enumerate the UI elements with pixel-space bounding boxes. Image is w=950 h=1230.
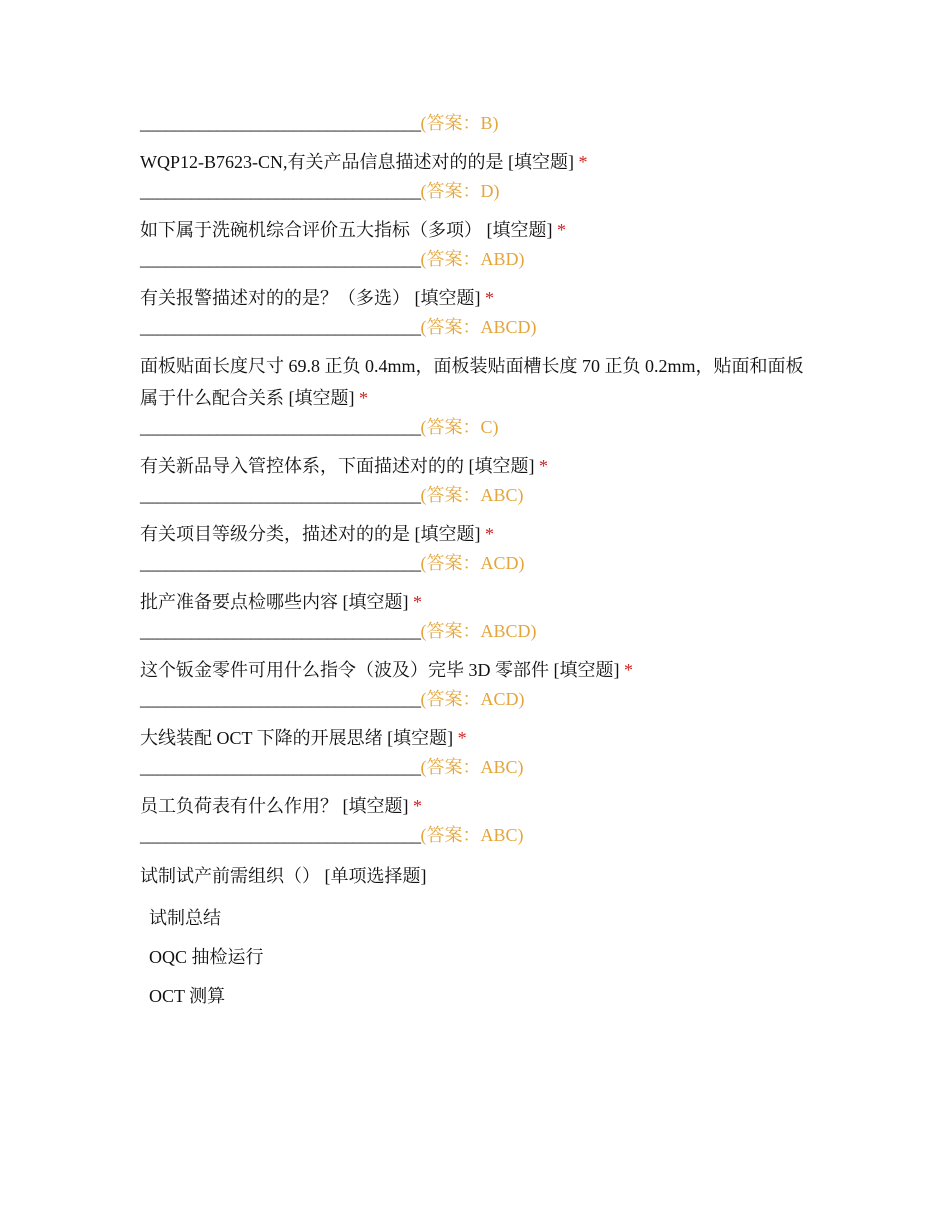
document-page xyxy=(140,110,820,1009)
question-text xyxy=(140,282,820,314)
question-label: 批产准备要点检哪些内容 [填空题] xyxy=(140,592,409,612)
question-label: 大线装配 OCT 下降的开展思绪 [填空题] xyxy=(140,728,454,748)
answer-line xyxy=(140,246,820,272)
answer-line xyxy=(140,110,820,136)
answer-line xyxy=(140,686,820,712)
answer-blank: _________________________________ xyxy=(140,485,421,505)
answer-text: (答案：ABC) xyxy=(420,825,524,845)
question-label: 有关报警描述对的的是？（多选） [填空题] xyxy=(140,288,481,308)
required-mark: * xyxy=(485,524,494,544)
answer-blank: _________________________________ xyxy=(140,249,421,269)
question-text xyxy=(140,146,820,178)
answer-line xyxy=(140,314,820,340)
question-text xyxy=(140,790,820,822)
required-mark: * xyxy=(413,796,422,816)
question-label: 员工负荷表有什么作用？ [填空题] xyxy=(140,796,409,816)
answer-line xyxy=(140,618,820,644)
question-label: 有关新品导入管控体系，下面描述对的的 [填空题] xyxy=(140,456,535,476)
answer-line xyxy=(140,822,820,848)
question-text xyxy=(140,450,820,482)
single-choice-question xyxy=(140,860,820,892)
answer-text: (答案：ABCD) xyxy=(420,621,537,641)
answer-text: (答案：ABD) xyxy=(420,249,525,269)
question-label: 试制试产前需组织（） [单项选择题] xyxy=(140,866,427,886)
answer-line xyxy=(140,482,820,508)
question-text xyxy=(140,518,820,550)
choice-option[interactable]: OQC 抽检运行 xyxy=(149,947,264,967)
choice-option[interactable]: 试制总结 xyxy=(149,908,221,928)
answer-text: (答案：ABC) xyxy=(420,485,524,505)
question-label: WQP12-B7623-CN,有关产品信息描述对的的是 [填空题] xyxy=(140,152,574,172)
answer-text: (答案：B) xyxy=(420,113,499,133)
answer-blank: _________________________________ xyxy=(140,181,421,201)
required-mark: * xyxy=(485,288,494,308)
answer-text: (答案：ABCD) xyxy=(420,317,537,337)
question-label: 面板贴面长度尺寸 69.8 正负 0.4mm，面板装贴面槽长度 70 正负 0.2mm，贴面和面板属于什么配合关系 [填空题] xyxy=(140,356,804,408)
question-label: 如下属于洗碗机综合评价五大指标（多项） [填空题] xyxy=(140,220,553,240)
question-label: 这个钣金零件可用什么指令（波及）完毕 3D 零部件 [填空题] xyxy=(140,660,620,680)
answer-blank: _________________________________ xyxy=(140,113,421,133)
required-mark: * xyxy=(539,456,548,476)
required-mark: * xyxy=(624,660,633,680)
answer-text: (答案：ACD) xyxy=(420,553,525,573)
question-text xyxy=(140,350,820,414)
answer-blank: _________________________________ xyxy=(140,553,421,573)
answer-line xyxy=(140,550,820,576)
answer-text: (答案：ABC) xyxy=(420,757,524,777)
required-mark: * xyxy=(413,592,422,612)
question-label: 有关项目等级分类，描述对的的是 [填空题] xyxy=(140,524,481,544)
answer-blank: _________________________________ xyxy=(140,757,421,777)
required-mark: * xyxy=(457,728,467,748)
answer-text: (答案：ACD) xyxy=(420,689,525,709)
answer-text: (答案：C) xyxy=(420,417,499,437)
answer-blank: _________________________________ xyxy=(140,317,421,337)
answer-blank: _________________________________ xyxy=(140,621,421,641)
required-mark: * xyxy=(359,388,368,408)
question-text xyxy=(140,214,820,246)
question-text xyxy=(140,586,820,618)
answer-blank: _________________________________ xyxy=(140,689,421,709)
answer-text: (答案：D) xyxy=(420,181,500,201)
answer-line xyxy=(140,414,820,440)
required-mark: * xyxy=(557,220,566,240)
required-mark: * xyxy=(578,152,588,172)
answer-blank: _________________________________ xyxy=(140,417,421,437)
answer-blank: _________________________________ xyxy=(140,825,421,845)
question-text xyxy=(140,722,820,754)
choice-option[interactable]: OCT 测算 xyxy=(149,986,226,1006)
answer-line xyxy=(140,754,820,780)
answer-line xyxy=(140,178,820,204)
question-text xyxy=(140,654,820,686)
